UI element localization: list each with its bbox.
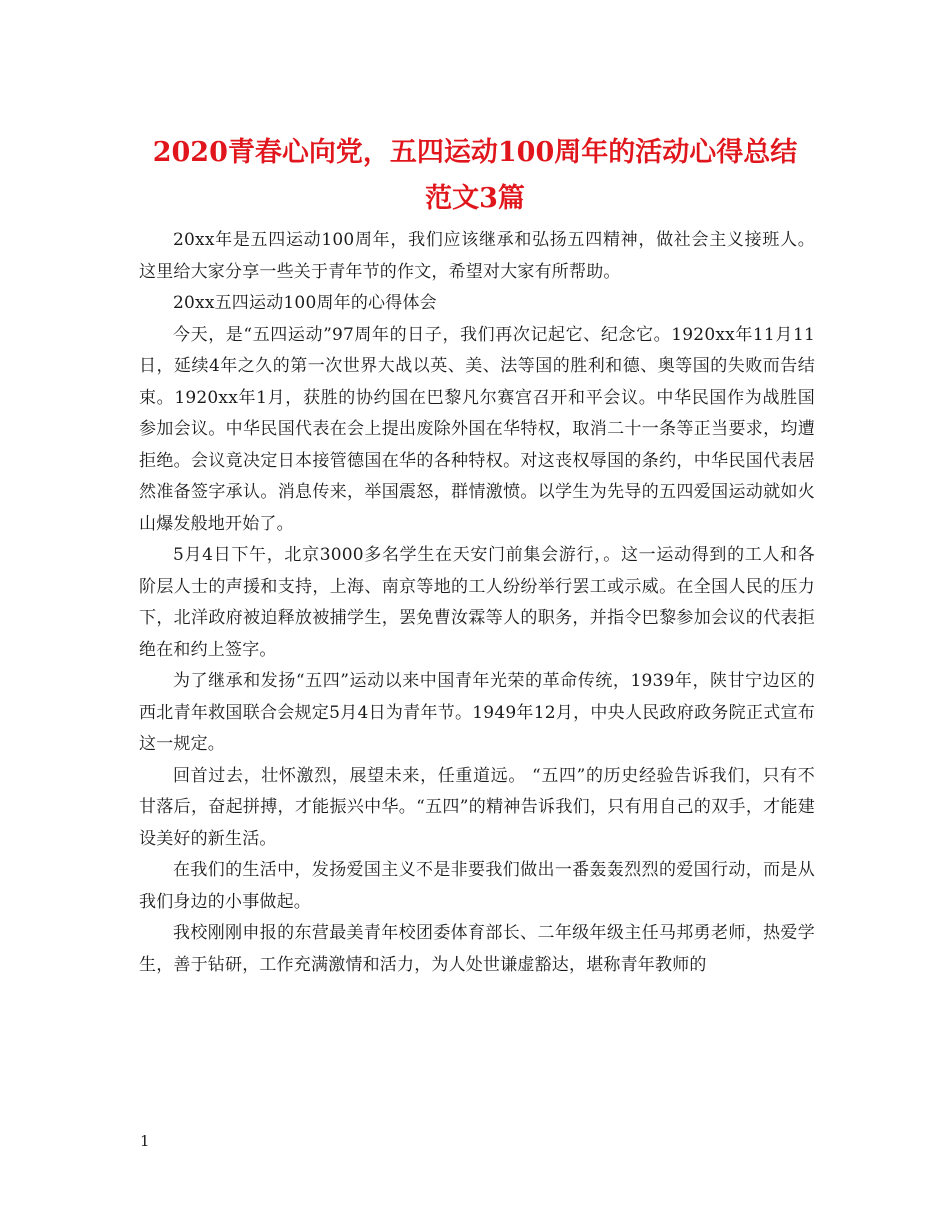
- section-heading: 20xx五四运动100周年的心得体会: [173, 293, 437, 313]
- paragraph-may-fourth: 5月4日下午，北京3000多名学生在天安门前集会游行，。这一运动得到的工人和各阶层人士的声援和支持，上海、南京等地的工人纷纷举行罢工或示威。在全国人民的压力下，北洋政府被迫释放被捕学生，罢免曹汝霖等人的职务，并指令巴黎参加会议的代表拒绝在和约上签字。: [139, 545, 815, 660]
- document-title-line-1: 2020青春心向党，五四运动100周年的活动心得总结: [152, 137, 798, 168]
- document-body: [139, 225, 815, 981]
- page-number: 1: [140, 1132, 150, 1150]
- paragraph-reflection: 回首过去，壮怀激烈，展望未来，任重道远。 “五四”的历史经验告诉我们，只有不甘落后，奋起拼搏，才能振兴中华。“五四”的精神告诉我们，只有用自己的双手，才能建设美好的新生活。: [139, 765, 815, 849]
- paragraph-patriotism: 在我们的生活中，发扬爱国主义不是非要我们做出一番轰轰烈烈的爱国行动，而是从我们身边的小事做起。: [139, 860, 815, 912]
- paragraph-teacher: 我校刚刚申报的东营最美青年校团委体育部长、二年级年级主任马邦勇老师，热爱学生，善于钻研，工作充满激情和活力，为人处世谦虚豁达，堪称青年教师的: [139, 923, 815, 975]
- paragraph-history: 今天，是“五四运动”97周年的日子，我们再次记起它、纪念它。1920xx年11月11日，延续4年之久的第一次世界大战以英、美、法等国的胜利和德、奥等国的失败而告结束。1920xx年1月，获胜的协约国在巴黎凡尔赛宫召开和平会议。中华民国作为战胜国参加会议。中华民国代表在会上提出废除外国在华特权，取消二十一条等正当要求，均遭拒绝。会议竟决定日本接管德国在华的各种特权。对这丧权辱国的条约，中华民国代表居然准备签字承认。消息传来，举国震怒，群情激愤。以学生为先导的五四爱国运动就如火山爆发般地开始了。: [139, 324, 815, 534]
- paragraph-intro: 20xx年是五四运动100周年，我们应该继承和弘扬五四精神，做社会主义接班人。这里给大家分享一些关于青年节的作文，希望对大家有所帮助。: [139, 230, 815, 282]
- document-title-line-2: 范文3篇: [425, 183, 525, 214]
- paragraph-youth-day: 为了继承和发扬“五四”运动以来中国青年光荣的革命传统，1939年，陕甘宁边区的西北青年救国联合会规定5月4日为青年节。1949年12月，中央人民政府政务院正式宣布这一规定。: [139, 671, 815, 754]
